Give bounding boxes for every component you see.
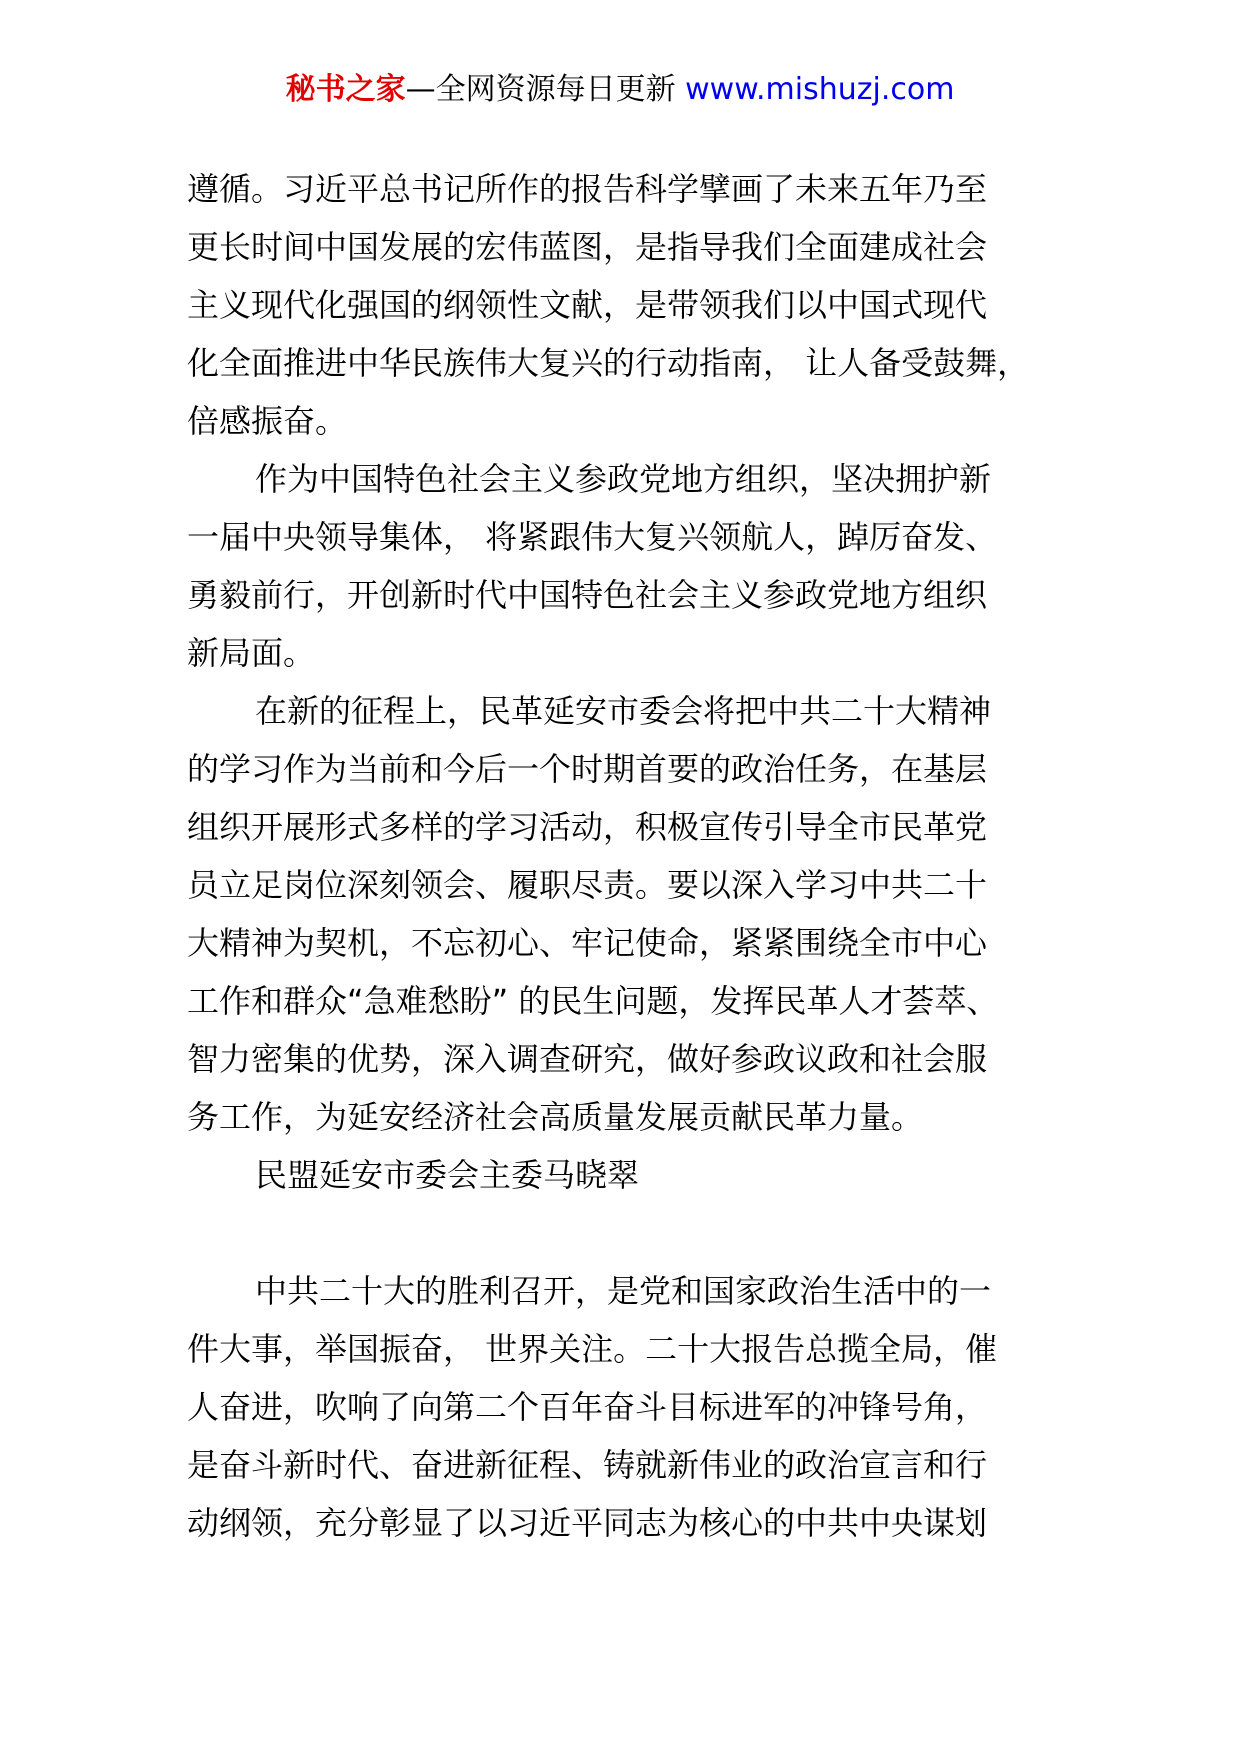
text-line: 新局面。 bbox=[187, 634, 316, 672]
text-line: 更长时间中国发展的宏伟蓝图，是指导我们全面建成社会 bbox=[187, 228, 988, 266]
text-line: 是奋斗新时代、奋进新征程、铸就新伟业的政治宣言和行 bbox=[187, 1446, 988, 1484]
text-line: 民盟延安市委会主委马晓翠 bbox=[255, 1156, 640, 1194]
text-line: 作为中国特色社会主义参政党地方组织，坚决拥护新 bbox=[255, 460, 992, 498]
text-line: 智力密集的优势，深入调查研究，做好参政议政和社会服 bbox=[187, 1040, 988, 1078]
page-header bbox=[0, 70, 1240, 110]
text-line: 遵循。习近平总书记所作的报告科学擘画了未来五年乃至 bbox=[187, 170, 988, 208]
text-line: 件大事，举国振奋， 世界关注。二十大报告总揽全局，催 bbox=[187, 1330, 998, 1368]
paragraph bbox=[187, 1262, 1067, 1552]
document-body bbox=[187, 160, 1067, 1552]
text-line: 倍感振奋。 bbox=[187, 402, 348, 440]
text-line: 在新的征程上，民革延安市委会将把中共二十大精神 bbox=[255, 692, 992, 730]
text-line: 务工作，为延安经济社会高质量发展贡献民革力量。 bbox=[187, 1098, 924, 1136]
text-line: 大精神为契机，不忘初心、牢记使命，紧紧围绕全市中心 bbox=[187, 924, 988, 962]
paragraph bbox=[187, 682, 1067, 1146]
blank-line bbox=[187, 1204, 1067, 1262]
site-url-link[interactable]: www.mishuzj.com bbox=[685, 72, 955, 107]
site-tagline: —全网资源每日更新 bbox=[405, 72, 686, 107]
text-line: 组织开展形式多样的学习活动，积极宣传引导全市民革党 bbox=[187, 808, 988, 846]
text-line: 化全面推进中华民族伟大复兴的行动指南， 让人备受鼓舞， bbox=[187, 344, 1030, 382]
text-line: 动纲领，充分彰显了以习近平同志为核心的中共中央谋划 bbox=[187, 1504, 988, 1542]
site-brand: 秘书之家 bbox=[285, 72, 406, 107]
text-line: 中共二十大的胜利召开，是党和国家政治生活中的一 bbox=[255, 1272, 992, 1310]
text-line: 的学习作为当前和今后一个时期首要的政治任务，在基层 bbox=[187, 750, 988, 788]
text-line: 员立足岗位深刻领会、履职尽责。要以深入学习中共二十 bbox=[187, 866, 988, 904]
text-line: 勇毅前行，开创新时代中国特色社会主义参政党地方组织 bbox=[187, 576, 988, 614]
paragraph bbox=[187, 450, 1067, 682]
text-line: 主义现代化强国的纲领性文献，是带领我们以中国式现代 bbox=[187, 286, 988, 324]
text-line: 工作和群众“急难愁盼” 的民生问题，发挥民革人才荟萃、 bbox=[187, 982, 999, 1020]
text-line: 人奋进，吹响了向第二个百年奋斗目标进军的冲锋号角， bbox=[187, 1388, 988, 1426]
speaker-heading bbox=[187, 1146, 1067, 1204]
text-line: 一届中央领导集体， 将紧跟伟大复兴领航人，踔厉奋发、 bbox=[187, 518, 998, 556]
paragraph bbox=[187, 160, 1067, 450]
